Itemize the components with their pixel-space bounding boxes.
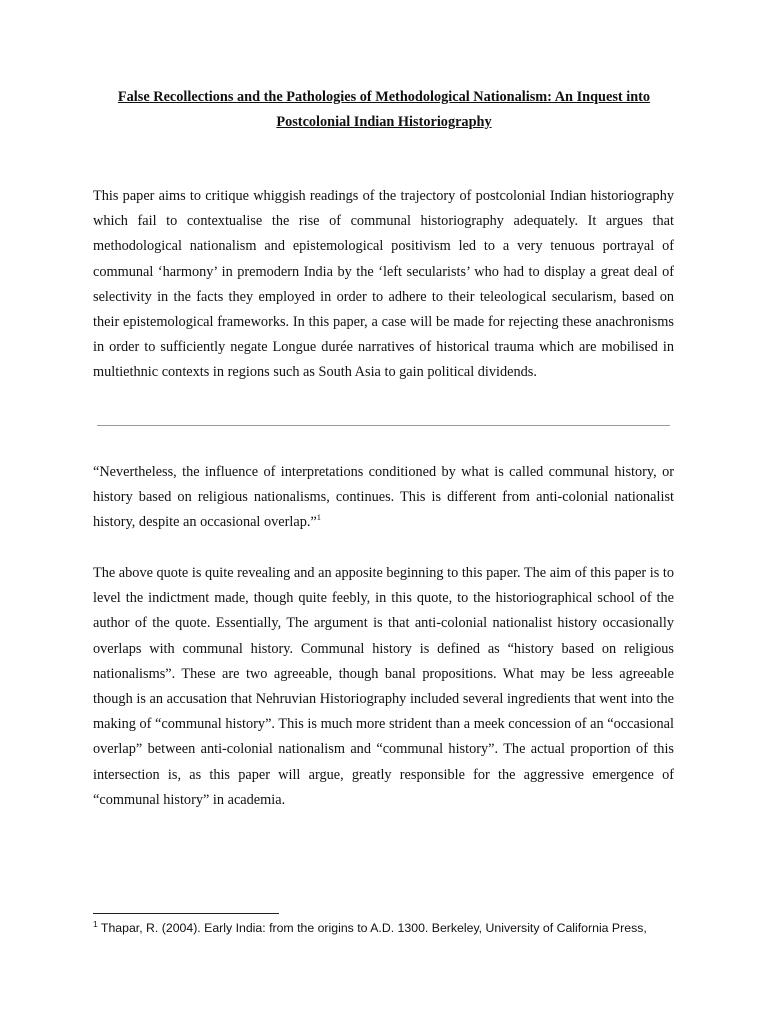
abstract-paragraph: This paper aims to critique whiggish readings of the trajectory of postcolonial Indian historiography which fail to contextualise the rise of communal historiography adequately. It argues that methodological nationalism and epistemological positivism led to a very tenuous portrayal of communal ‘harmony’ in premodern India by the ‘left secularists’ who had to display a great deal of selectivity in the facts they employed in order to adhere to their teleological secularism, based on their epistemological frameworks. In this paper, a case will be made for rejecting these anachronisms in order to sufficiently negate Longue durée narratives of historical trauma which are mobilised in multiethnic contexts in regions such as South Asia to gain political dividends.	[93, 188, 674, 381]
footnote-number: 1	[93, 918, 98, 929]
footnote	[93, 920, 693, 937]
footnote-reference[interactable]: 1	[316, 512, 322, 523]
opening-quote	[93, 460, 674, 536]
body-paragraph: The above quote is quite revealing and an apposite beginning to this paper. The aim of this paper is to level the indictment made, though quite feebly, in this quote, to the historiographical school of the author of the quote. Essentially, The argument is that anti-colonial nationalist history occasionally overlaps with communal history. Communal history is defined as “history based on religious nationalisms”. These are two agreeable, though banal propositions. What may be less agreeable though is an accusation that Nehruvian Historiography included several ingredients that went into the making of “communal history”. This is much more strident than a meek concession of an “occasional overlap” between anti-colonial nationalism and “communal history”. The actual proportion of this intersection is, as this paper will argue, greatly responsible for the aggressive emergence of “communal history” in academia.	[93, 565, 674, 808]
footnote-rule	[93, 913, 279, 914]
quote-text: “Nevertheless, the influence of interpretations conditioned by what is called communal history, or history based on religious nationalisms, continues. This is different from anti-colonial nationalist history, despite an occasional overlap.”	[93, 464, 674, 531]
footnote-text: Thapar, R. (2004). Early India: from the origins to A.D. 1300. Berkeley, University of California Press,	[97, 921, 647, 935]
section-divider	[97, 425, 670, 426]
paper-title: False Recollections and the Pathologies of Methodological Nationalism: An Inquest into Postcolonial Indian Historiography	[117, 89, 651, 130]
